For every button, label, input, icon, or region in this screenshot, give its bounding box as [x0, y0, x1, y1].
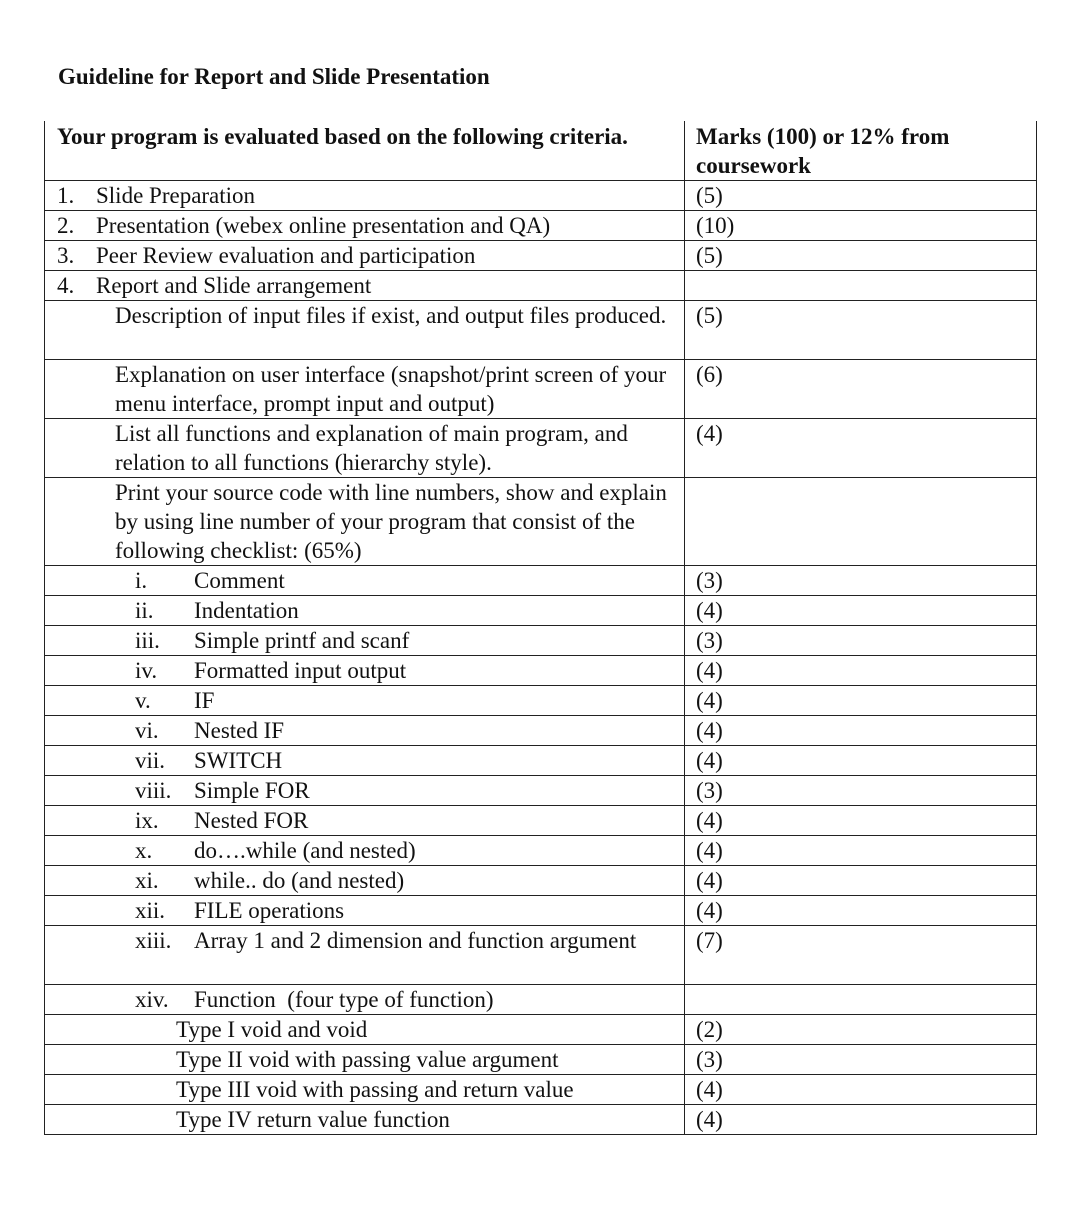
- criteria-cell: [45, 211, 685, 241]
- table-row: [45, 746, 1037, 776]
- criteria-cell: [45, 360, 685, 419]
- marks-cell: (4): [685, 656, 1037, 686]
- table-row: [45, 596, 1037, 626]
- marks-cell: (3): [685, 626, 1037, 656]
- table-row: [45, 776, 1037, 806]
- table-row: [45, 419, 1037, 478]
- table-row: [45, 656, 1037, 686]
- marks-cell: (4): [685, 596, 1037, 626]
- checklist-number: v.: [135, 688, 151, 713]
- item-number: 4.: [57, 273, 75, 298]
- table-row: [45, 566, 1037, 596]
- marks-cell: (4): [685, 419, 1037, 478]
- marks-cell: (4): [685, 746, 1037, 776]
- marks-cell: (4): [685, 836, 1037, 866]
- table-row: [45, 926, 1037, 985]
- table-row: [45, 478, 1037, 566]
- item-text: Report and Slide arrangement: [96, 273, 372, 298]
- marks-cell: (4): [685, 1105, 1037, 1135]
- criteria-cell: [45, 626, 685, 656]
- function-type-text: Type I void and void: [176, 1017, 368, 1042]
- marks-cell: (3): [685, 1045, 1037, 1075]
- marks-cell: (3): [685, 566, 1037, 596]
- criteria-cell: [45, 566, 685, 596]
- marks-cell: (5): [685, 301, 1037, 360]
- sub-item-text: List all functions and explanation of main program, and relation to all functions (hierarchy style).: [115, 421, 628, 475]
- criteria-cell: [45, 419, 685, 478]
- criteria-cell: [45, 1045, 685, 1075]
- marks-cell: (2): [685, 1015, 1037, 1045]
- checklist-number: vii.: [135, 748, 166, 773]
- sub-item-text: Description of input files if exist, and output files produced.: [115, 303, 667, 328]
- function-type-text: Type IV return value function: [176, 1107, 450, 1132]
- marks-cell: (4): [685, 896, 1037, 926]
- criteria-cell: [45, 806, 685, 836]
- criteria-cell: [45, 686, 685, 716]
- criteria-cell: [45, 301, 685, 360]
- item-number: 2.: [57, 213, 75, 238]
- criteria-cell: [45, 926, 685, 985]
- table-row: [45, 271, 1037, 301]
- marks-cell: (4): [685, 716, 1037, 746]
- table-row: [45, 301, 1037, 360]
- item-number: 1.: [57, 183, 75, 208]
- checklist-text: Simple FOR: [194, 778, 310, 803]
- sub-item-text: Print your source code with line numbers, show and explain by using line number of your program that consist of the following checklist: (65%): [115, 480, 667, 563]
- criteria-cell: [45, 596, 685, 626]
- table-row: [45, 806, 1037, 836]
- criteria-header: Your program is evaluated based on the following criteria.: [45, 121, 685, 181]
- table-row: [45, 866, 1037, 896]
- criteria-cell: [45, 836, 685, 866]
- marks-cell: [685, 985, 1037, 1015]
- checklist-number: iv.: [135, 658, 158, 683]
- table-row: [45, 716, 1037, 746]
- rubric-table: [44, 121, 1037, 1135]
- table-row: [45, 360, 1037, 419]
- criteria-cell: [45, 776, 685, 806]
- marks-header: Marks (100) or 12% from coursework: [685, 121, 1037, 181]
- marks-cell: (3): [685, 776, 1037, 806]
- criteria-cell: [45, 1015, 685, 1045]
- marks-cell: (5): [685, 181, 1037, 211]
- table-row: [45, 626, 1037, 656]
- checklist-text: Nested FOR: [194, 808, 309, 833]
- checklist-text: IF: [194, 688, 215, 713]
- checklist-number: viii.: [135, 778, 172, 803]
- checklist-text: Array 1 and 2 dimension and function argument: [194, 928, 637, 953]
- checklist-number: iii.: [135, 628, 160, 653]
- marks-cell: (4): [685, 866, 1037, 896]
- checklist-number: i.: [135, 568, 148, 593]
- checklist-number: xiii.: [135, 928, 172, 953]
- criteria-cell: [45, 241, 685, 271]
- checklist-text: FILE operations: [194, 898, 345, 923]
- criteria-cell: [45, 746, 685, 776]
- item-text: Peer Review evaluation and participation: [96, 243, 476, 268]
- marks-cell: (5): [685, 241, 1037, 271]
- function-type-text: Type II void with passing value argument: [176, 1047, 559, 1072]
- criteria-cell: [45, 1105, 685, 1135]
- criteria-cell: [45, 1075, 685, 1105]
- table-row: [45, 211, 1037, 241]
- criteria-cell: [45, 181, 685, 211]
- table-row: [45, 686, 1037, 716]
- checklist-number: ii.: [135, 598, 154, 623]
- marks-cell: [685, 271, 1037, 301]
- table-row: [45, 1075, 1037, 1105]
- table-row: [45, 241, 1037, 271]
- criteria-cell: [45, 716, 685, 746]
- checklist-text: Comment: [194, 568, 285, 593]
- checklist-text: SWITCH: [194, 748, 283, 773]
- table-row: [45, 836, 1037, 866]
- checklist-text: do….while (and nested): [194, 838, 416, 863]
- criteria-cell: [45, 896, 685, 926]
- table-row: [45, 896, 1037, 926]
- item-text: Slide Preparation: [96, 183, 256, 208]
- item-text: Presentation (webex online presentation and QA): [96, 213, 551, 238]
- criteria-cell: [45, 656, 685, 686]
- sub-item-text: Explanation on user interface (snapshot/print screen of your menu interface, prompt input and output): [115, 362, 667, 416]
- table-header-row: [45, 121, 1037, 181]
- checklist-text: Simple printf and scanf: [194, 628, 410, 653]
- checklist-number: xiv.: [135, 987, 169, 1012]
- checklist-number: x.: [135, 838, 153, 863]
- table-row: [45, 181, 1037, 211]
- checklist-text: Nested IF: [194, 718, 285, 743]
- checklist-text: Indentation: [194, 598, 299, 623]
- table-row: [45, 1105, 1037, 1135]
- checklist-number: xii.: [135, 898, 166, 923]
- checklist-text: Function (four type of function): [194, 987, 494, 1012]
- checklist-text: Formatted input output: [194, 658, 407, 683]
- marks-cell: (4): [685, 1075, 1037, 1105]
- item-number: 3.: [57, 243, 75, 268]
- criteria-cell: [45, 271, 685, 301]
- checklist-number: ix.: [135, 808, 159, 833]
- checklist-number: xi.: [135, 868, 159, 893]
- table-row: [45, 985, 1037, 1015]
- marks-cell: (10): [685, 211, 1037, 241]
- marks-cell: (4): [685, 806, 1037, 836]
- checklist-text: while.. do (and nested): [194, 868, 405, 893]
- criteria-cell: [45, 985, 685, 1015]
- marks-cell: (6): [685, 360, 1037, 419]
- marks-cell: [685, 478, 1037, 566]
- function-type-text: Type III void with passing and return value: [176, 1077, 574, 1102]
- marks-cell: (7): [685, 926, 1037, 985]
- table-row: [45, 1045, 1037, 1075]
- document-title: Guideline for Report and Slide Presentation: [58, 64, 490, 89]
- criteria-cell: [45, 866, 685, 896]
- marks-cell: (4): [685, 686, 1037, 716]
- table-row: [45, 1015, 1037, 1045]
- checklist-number: vi.: [135, 718, 159, 743]
- criteria-cell: [45, 478, 685, 566]
